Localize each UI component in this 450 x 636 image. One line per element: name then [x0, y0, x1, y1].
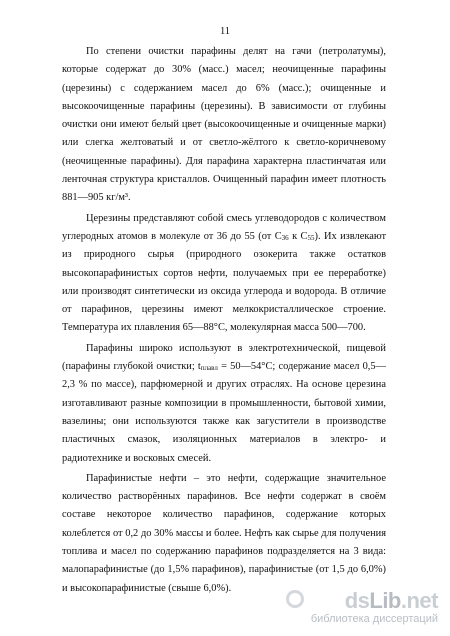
paragraph-ceresins-text-c: ). Их извлекают из природного сырья (природного озокерита также остатков высокопарафинистых сортов нефти, получаемых при ее переработке) или производят синтетически из оксида углерода и водорода. В отличие от парафинов, церезины имеют мелкокристаллическое строение. Температура их плавления 65—88°С, молекулярная масса 500—700. [62, 230, 386, 334]
subscript-c36: 36 [281, 233, 289, 242]
watermark-tagline: библиотека диссертаций [310, 613, 438, 625]
document-body [62, 43, 386, 599]
paragraph-paraffin-purification: По степени очистки парафины делят на гачи (петролатумы), которые содержат до 30% (масс.) масел; неочищенные парафины (церезины) с содержанием масел до 6% (масс.); очищенные и высокоочищенные парафины (церезины). В зависимости от глубины очистки они имеют белый цвет (высокоочищенные и очищенные марки) или слегка желтоватый и от светло-жёлтого к светло-коричневому (неочищенные парафины). Для парафина характерна пластинчатая или ленточная структура кристаллов. Очищенный парафин имеет плотность 881—905 кг/м³. [62, 46, 386, 204]
paragraph-uses-text-b: = 50—54°С; содержание масел 0,5—2,3 % по массе), парфюмерной и других отраслях. На основе церезина изготавливают разные композиции в промышленности, бытовой химии, вазелины; они используются также как загустители в производстве пластичных смазок, изоляционных материалов в электро- и радиотехнике и восковых смесей. [62, 361, 386, 464]
watermark-logo-ds: ds [344, 588, 370, 613]
paragraph-ceresins [62, 210, 386, 338]
paragraph-paraffin-uses [62, 340, 386, 468]
watermark [278, 588, 438, 628]
paragraph-paraffinic-oils: Парафинистые нефти – это нефти, содержащие значительное количество растворённых парафинов. Все нефти содержат в своём составе некоторое количество парафинов, содержание которых колеблется от 0,2 до 30% массы и более. Нефть как сырье для получения топлива и масел по содержанию парафинов подразделяется на 3 вида: малопарафинистые (до 1,5% парафинов), парафинистые (от 1,5 до 6,0%) и высокопарафинистые (свыше 6,0%). [62, 472, 386, 594]
paragraph-ceresins-text-b: к С [288, 230, 308, 242]
paragraph-uses-text-a: Парафины широко используют в электротехнической, пищевой (парафины глубокой очистки; t [62, 342, 386, 373]
watermark-logo [345, 588, 438, 614]
watermark-logo-lib: Lib [369, 588, 401, 613]
subscript-c55: 55 [307, 233, 315, 242]
subscript-melting: плавл [200, 364, 218, 373]
watermark-circle-icon [286, 590, 304, 608]
watermark-logo-net: .net [400, 588, 438, 613]
page-number: 11 [219, 26, 231, 37]
paragraph-ceresins-text-a: Церезины представляют собой смесь углеводородов с количеством углеродных атомов в молекуле от 36 до 55 (от С [62, 212, 386, 242]
